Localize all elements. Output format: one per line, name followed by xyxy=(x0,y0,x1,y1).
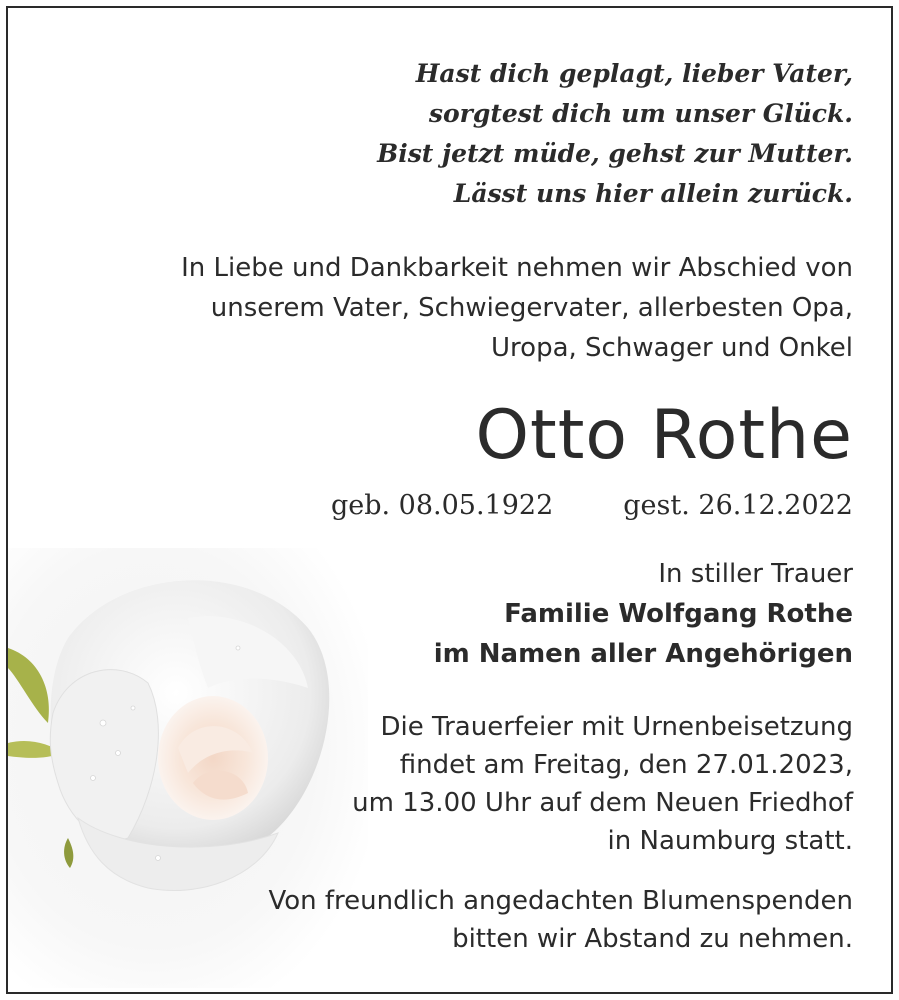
death-date: gest. 26.12.2022 xyxy=(623,490,853,521)
mourners-signature xyxy=(434,554,853,674)
poem-line: Hast dich geplagt, lieber Vater, xyxy=(415,59,853,88)
life-dates xyxy=(331,484,853,528)
flower-donation-note xyxy=(268,882,853,958)
poem-line: Lässt uns hier allein zurück. xyxy=(453,179,853,208)
intro-line: In Liebe und Dankbarkeit nehmen wir Abschied von xyxy=(181,253,853,283)
mourning-line: In stiller Trauer xyxy=(658,559,853,589)
obituary-card xyxy=(6,6,893,994)
funeral-line: um 13.00 Uhr auf dem Neuen Friedhof xyxy=(352,788,853,818)
funeral-line: findet am Freitag, den 27.01.2023, xyxy=(399,750,853,780)
relatives-line: im Namen aller Angehörigen xyxy=(433,639,853,669)
poem-line: Bist jetzt müde, gehst zur Mutter. xyxy=(377,139,853,168)
birth-date: geb. 08.05.1922 xyxy=(330,490,554,521)
family-name: Familie Wolfgang Rothe xyxy=(504,599,853,629)
farewell-intro xyxy=(181,248,853,368)
funeral-line: in Naumburg statt. xyxy=(607,826,853,856)
intro-line: unserem Vater, Schwiegervater, allerbesten Opa, xyxy=(210,293,853,323)
poem xyxy=(377,54,853,214)
poem-line: sorgtest dich um unser Glück. xyxy=(428,99,853,128)
flowers-line: bitten wir Abstand zu nehmen. xyxy=(452,924,853,954)
funeral-notice xyxy=(352,708,853,860)
intro-line: Uropa, Schwager und Onkel xyxy=(491,333,853,363)
deceased-name: Otto Rothe xyxy=(475,396,853,475)
flowers-line: Von freundlich angedachten Blumenspenden xyxy=(268,886,853,916)
funeral-line: Die Trauerfeier mit Urnenbeisetzung xyxy=(380,712,853,742)
